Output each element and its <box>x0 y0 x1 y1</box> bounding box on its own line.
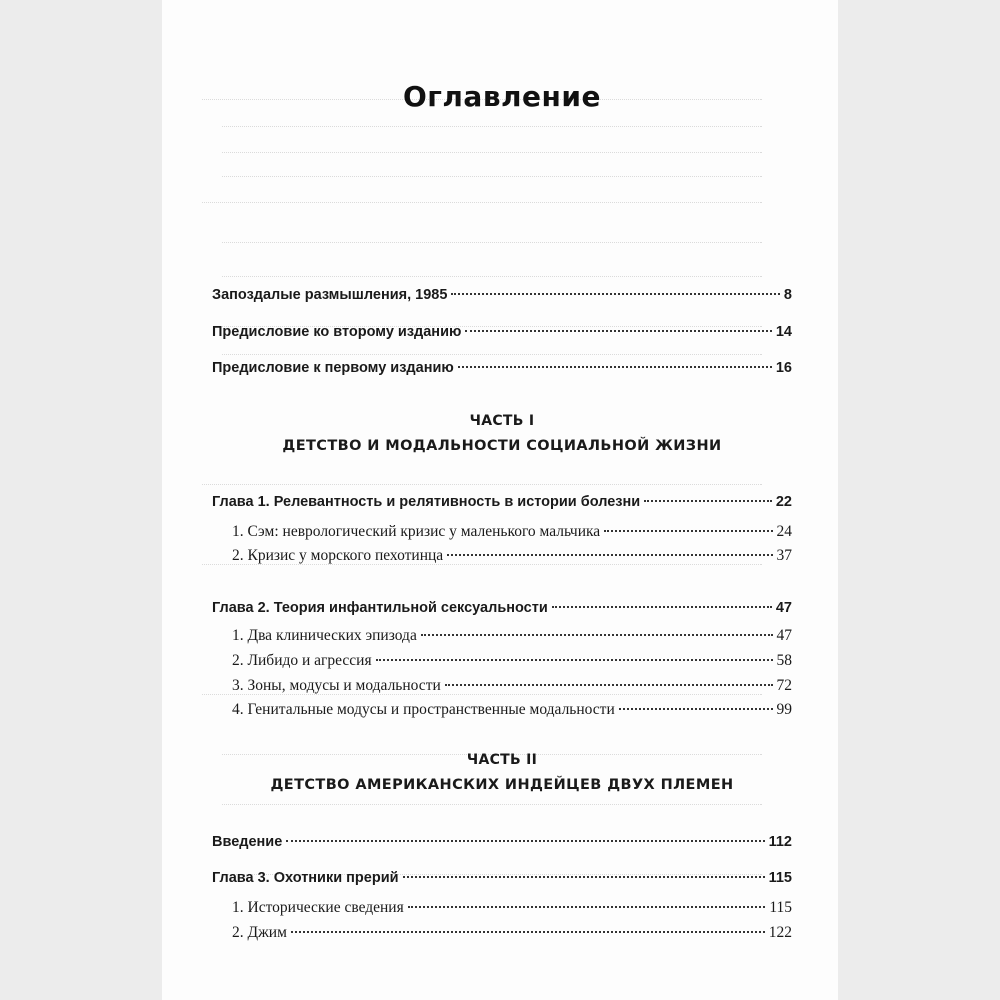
toc-entry-page: 47 <box>775 600 792 616</box>
part-label: ЧАСТЬ I <box>469 413 535 429</box>
section-entry[interactable] <box>232 923 792 943</box>
dot-leader <box>408 906 766 908</box>
dot-leader <box>376 659 773 661</box>
toc-entry-label: 2. Либидо и агрессия <box>232 652 372 669</box>
dot-leader <box>604 530 772 532</box>
toc-entry-label: 4. Генитальные модусы и пространственные модальности <box>232 701 615 718</box>
dot-leader <box>619 708 773 710</box>
chapter-entry[interactable] <box>212 598 792 618</box>
dot-leader <box>291 931 765 933</box>
chapter-entry[interactable] <box>212 868 792 888</box>
toc-entry[interactable] <box>212 358 792 378</box>
toc-entry-page: 115 <box>769 899 792 916</box>
toc-entry-page: 8 <box>783 287 792 303</box>
dot-leader <box>286 840 764 842</box>
toc-entry-page: 47 <box>776 627 792 644</box>
toc-entry-page: 24 <box>776 523 792 540</box>
toc-entry[interactable] <box>212 832 792 852</box>
toc-entry-label: Глава 1. Релевантность и релятивность в истории болезни <box>212 494 641 510</box>
section-entry[interactable] <box>232 700 792 720</box>
toc-entry-page: 58 <box>776 652 792 669</box>
toc-entry-label: Запоздалые размышления, 1985 <box>212 287 448 303</box>
chapter-entry[interactable] <box>212 492 792 512</box>
part-title: ДЕТСТВО И МОДАЛЬНОСТИ СОЦИАЛЬНОЙ ЖИЗНИ <box>282 438 722 454</box>
toc-entry-label: Глава 3. Охотники прерий <box>212 870 399 886</box>
toc-entry-page: 99 <box>776 701 792 718</box>
dot-leader <box>552 606 772 608</box>
section-entry[interactable] <box>232 626 792 646</box>
right-margin <box>838 0 1000 1000</box>
toc-entry[interactable] <box>212 322 792 342</box>
toc-entry-label: Предисловие ко второму изданию <box>212 324 462 340</box>
toc-entry-label: 1. Два клинических эпизода <box>232 627 417 644</box>
toc-entry-label: 2. Джим <box>232 924 287 941</box>
dot-leader <box>445 684 773 686</box>
toc-entry-label: Глава 2. Теория инфантильной сексуальности <box>212 600 548 616</box>
toc-entry-label: Введение <box>212 834 283 850</box>
dot-leader <box>451 293 780 295</box>
dot-leader <box>447 554 772 556</box>
toc-entry-page: 37 <box>776 547 792 564</box>
toc-entry-label: 2. Кризис у морского пехотинца <box>232 547 444 564</box>
dot-leader <box>465 330 771 332</box>
toc-entry-page: 122 <box>768 924 792 941</box>
dot-leader <box>403 876 765 878</box>
dot-leader <box>421 634 773 636</box>
dot-leader <box>458 366 772 368</box>
page-title: Оглавление <box>402 80 601 113</box>
toc-entry-page: 14 <box>775 324 792 340</box>
toc-entry-page: 22 <box>775 494 792 510</box>
left-margin <box>0 0 162 1000</box>
toc-entry-page: 115 <box>768 870 792 886</box>
section-entry[interactable] <box>232 898 792 918</box>
section-entry[interactable] <box>232 546 792 566</box>
part-title: ДЕТСТВО АМЕРИКАНСКИХ ИНДЕЙЦЕВ ДВУХ ПЛЕМЕН <box>270 777 734 793</box>
toc-entry-label: 3. Зоны, модусы и модальности <box>232 677 441 694</box>
toc-entry[interactable] <box>212 285 792 305</box>
toc-entry-page: 16 <box>775 360 792 376</box>
section-entry[interactable] <box>232 676 792 696</box>
toc-entry-label: 1. Исторические сведения <box>232 899 404 916</box>
toc-entry-label: Предисловие к первому изданию <box>212 360 454 376</box>
part-label: ЧАСТЬ II <box>466 752 538 768</box>
section-entry[interactable] <box>232 651 792 671</box>
toc-entry-label: 1. Сэм: неврологический кризис у маленького мальчика <box>232 523 601 540</box>
section-entry[interactable] <box>232 522 792 542</box>
toc-entry-page: 112 <box>768 834 792 850</box>
table-of-contents <box>212 0 792 1000</box>
toc-entry-page: 72 <box>776 677 792 694</box>
dot-leader <box>644 500 772 502</box>
book-page <box>162 0 838 1000</box>
